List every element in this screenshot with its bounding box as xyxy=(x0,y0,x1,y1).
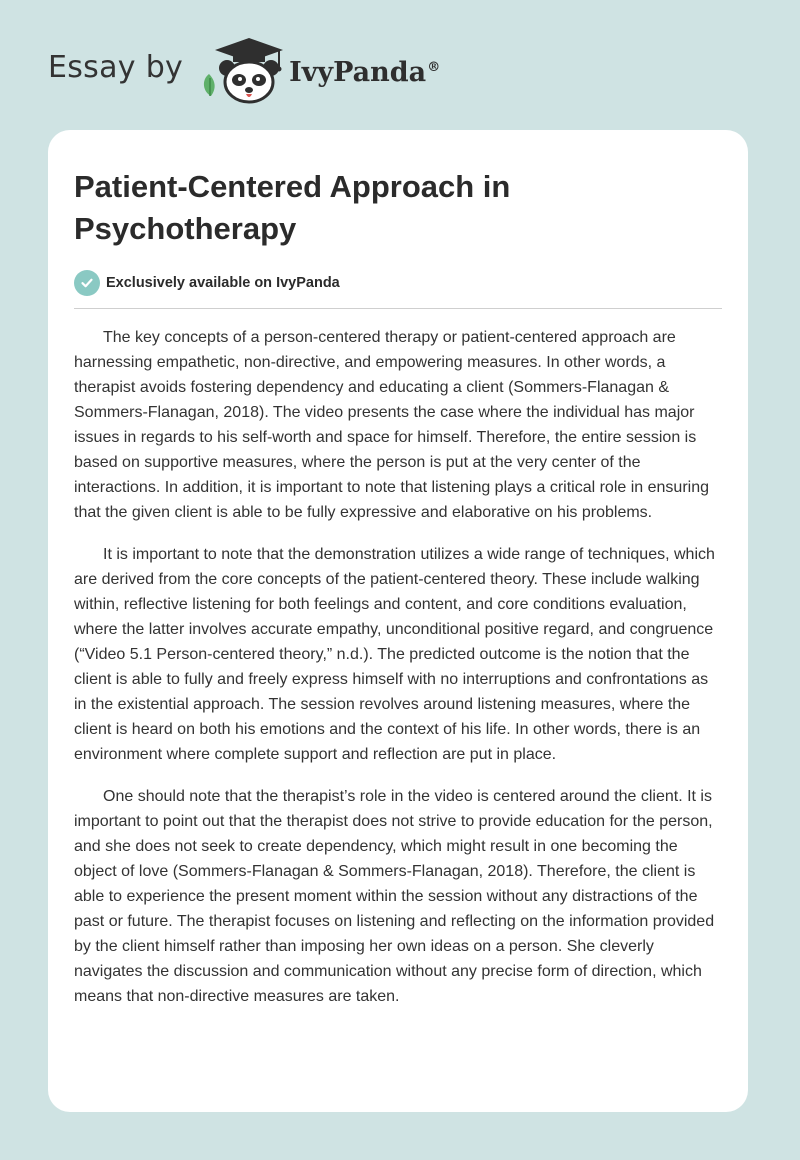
availability-badge xyxy=(74,270,722,309)
page-title: Patient-Centered Approach in Psychotherapy xyxy=(74,169,511,246)
brand-name[interactable] xyxy=(289,57,440,88)
brand-name-text: IvyPanda xyxy=(289,56,427,88)
essay-card xyxy=(48,130,748,1112)
check-circle-icon xyxy=(74,270,100,296)
panda-logo-icon[interactable] xyxy=(197,34,285,104)
essay-body xyxy=(74,325,722,1009)
paragraph-1: The key concepts of a person-centered therapy or patient-centered approach are harnessing empathetic, non-directive, and empowering measures. In other words, a therapist avoids fostering dependency and educating a client (Sommers-Flanagan & Sommers-Flanagan, 2018). The video presents the case where the individual has major issues in regards to his self-worth and space for himself. Therefore, the entire session is based on supportive measures, where the person is put at the very center of the interactions. In addition, it is important to note that listening plays a critical role in ensuring that the given client is able to be fully expressive and elaborative on his problems. xyxy=(74,329,709,521)
registered-mark: ® xyxy=(427,59,441,75)
brand-prefix: Essay by xyxy=(48,49,184,85)
availability-text: Exclusively available on IvyPanda xyxy=(106,275,340,291)
paragraph-2: It is important to note that the demonstration utilizes a wide range of techniques, which are derived from the core concepts of the patient-centered theory. These include walking within, reflective listening for both feelings and content, and core conditions evaluation, where the latter involves accurate empathy, unconditional positive regard, and congruence (“Video 5.1 Person-centered theory,” n.d.). The predicted outcome is the notion that the client is able to fully and freely express himself with no interruptions and confrontations as in the existential approach. The session revolves around listening measures, where the client is heard on both his emotions and the context of his life. In other words, there is an environment where complete support and reflection are put in place. xyxy=(74,546,715,763)
paragraph-3: One should note that the therapist’s role in the video is centered around the client. It is important to point out that the therapist does not strive to provide education for the person, and she does not seek to create dependency, which might result in one becoming the object of love (Sommers-Flanagan & Sommers-Flanagan, 2018). Therefore, the client is able to experience the present moment within the session without any distractions of the past or future. The therapist focuses on listening and reflecting on the information provided by the client himself rather than imposing her own ideas on a person. She cleverly navigates the discussion and communication without any precise form of direction, which means that non-directive measures are taken. xyxy=(74,788,715,1005)
site-header xyxy=(48,34,440,104)
